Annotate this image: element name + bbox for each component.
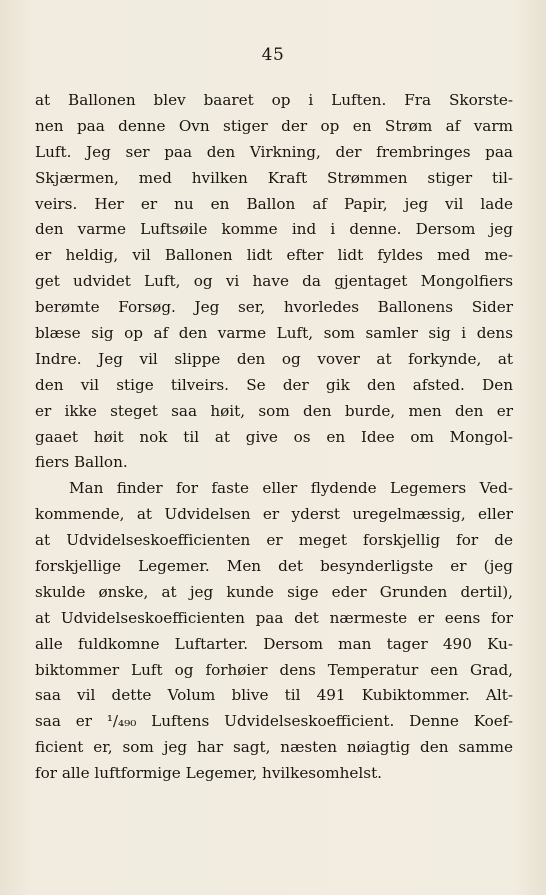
- text-line: saa vil dette Volum blive til 491 Kubiktommer. Alt-: [35, 686, 513, 705]
- text-line: veirs. Her er nu en Ballon af Papir, jeg vil lade: [35, 194, 513, 213]
- text-line: alle fuldkomne Luftarter. Dersom man tager 490 Ku-: [35, 634, 513, 653]
- text-line: for alle luftformige Legemer, hvilkesomhelst.: [35, 764, 382, 783]
- text-line: er heldig, vil Ballonen lidt efter lidt fyldes med me-: [35, 246, 513, 265]
- text-line: blæse sig op af den varme Luft, som samler sig i dens: [35, 324, 513, 343]
- text-line: kommende, at Udvidelsen er yderst uregelmæssig, eller: [35, 505, 513, 524]
- text-line: den varme Luftsøile komme ind i denne. Dersom jeg: [35, 220, 513, 239]
- text-line: nen paa denne Ovn stiger der op en Strøm af varm: [35, 116, 513, 135]
- text-line: at Udvidelseskoefficienten paa det nærmeste er eens for: [35, 608, 513, 627]
- text-line: gaaet høit nok til at give os en Idee om Mongol-: [35, 427, 513, 446]
- text-line: saa er ¹/₄₉₀ Luftens Udvidelseskoefficient. Denne Koef-: [35, 712, 513, 731]
- text-line: er ikke steget saa høit, som den burde, men den er: [35, 401, 513, 420]
- text-line: get udvidet Luft, og vi have da gjentaget Mongolfiers: [35, 272, 513, 291]
- text-line: biktommer Luft og forhøier dens Temperatur een Grad,: [35, 660, 513, 679]
- text-line: Skjærmen, med hvilken Kraft Strømmen stiger til-: [35, 168, 513, 187]
- text-line: berømte Forsøg. Jeg ser, hvorledes Ballonens Sider: [35, 298, 513, 317]
- paragraph-start-line: Man finder for faste eller flydende Legemers Ved-: [69, 479, 513, 498]
- text-line: skulde ønske, at jeg kunde sige eder Grunden dertil),: [35, 582, 513, 601]
- text-line: fiers Ballon.: [35, 453, 128, 472]
- body-text: [35, 88, 513, 787]
- text-line: at Ballonen blev baaret op i Luften. Fra Skorste-: [35, 91, 513, 109]
- text-line: Luft. Jeg ser paa den Virkning, der frembringes paa: [35, 142, 513, 161]
- text-line: Indre. Jeg vil slippe den og vover at forkynde, at: [35, 349, 513, 368]
- text-line: den vil stige tilveirs. Se der gik den afsted. Den: [35, 375, 513, 394]
- text-line: forskjellige Legemer. Men det besynderligste er (jeg: [35, 557, 513, 576]
- text-line: at Udvidelseskoefficienten er meget forskjellig for de: [35, 531, 513, 550]
- text-line: ficient er, som jeg har sagt, næsten nøiagtig den samme: [35, 738, 513, 757]
- page-number: 45: [261, 45, 285, 65]
